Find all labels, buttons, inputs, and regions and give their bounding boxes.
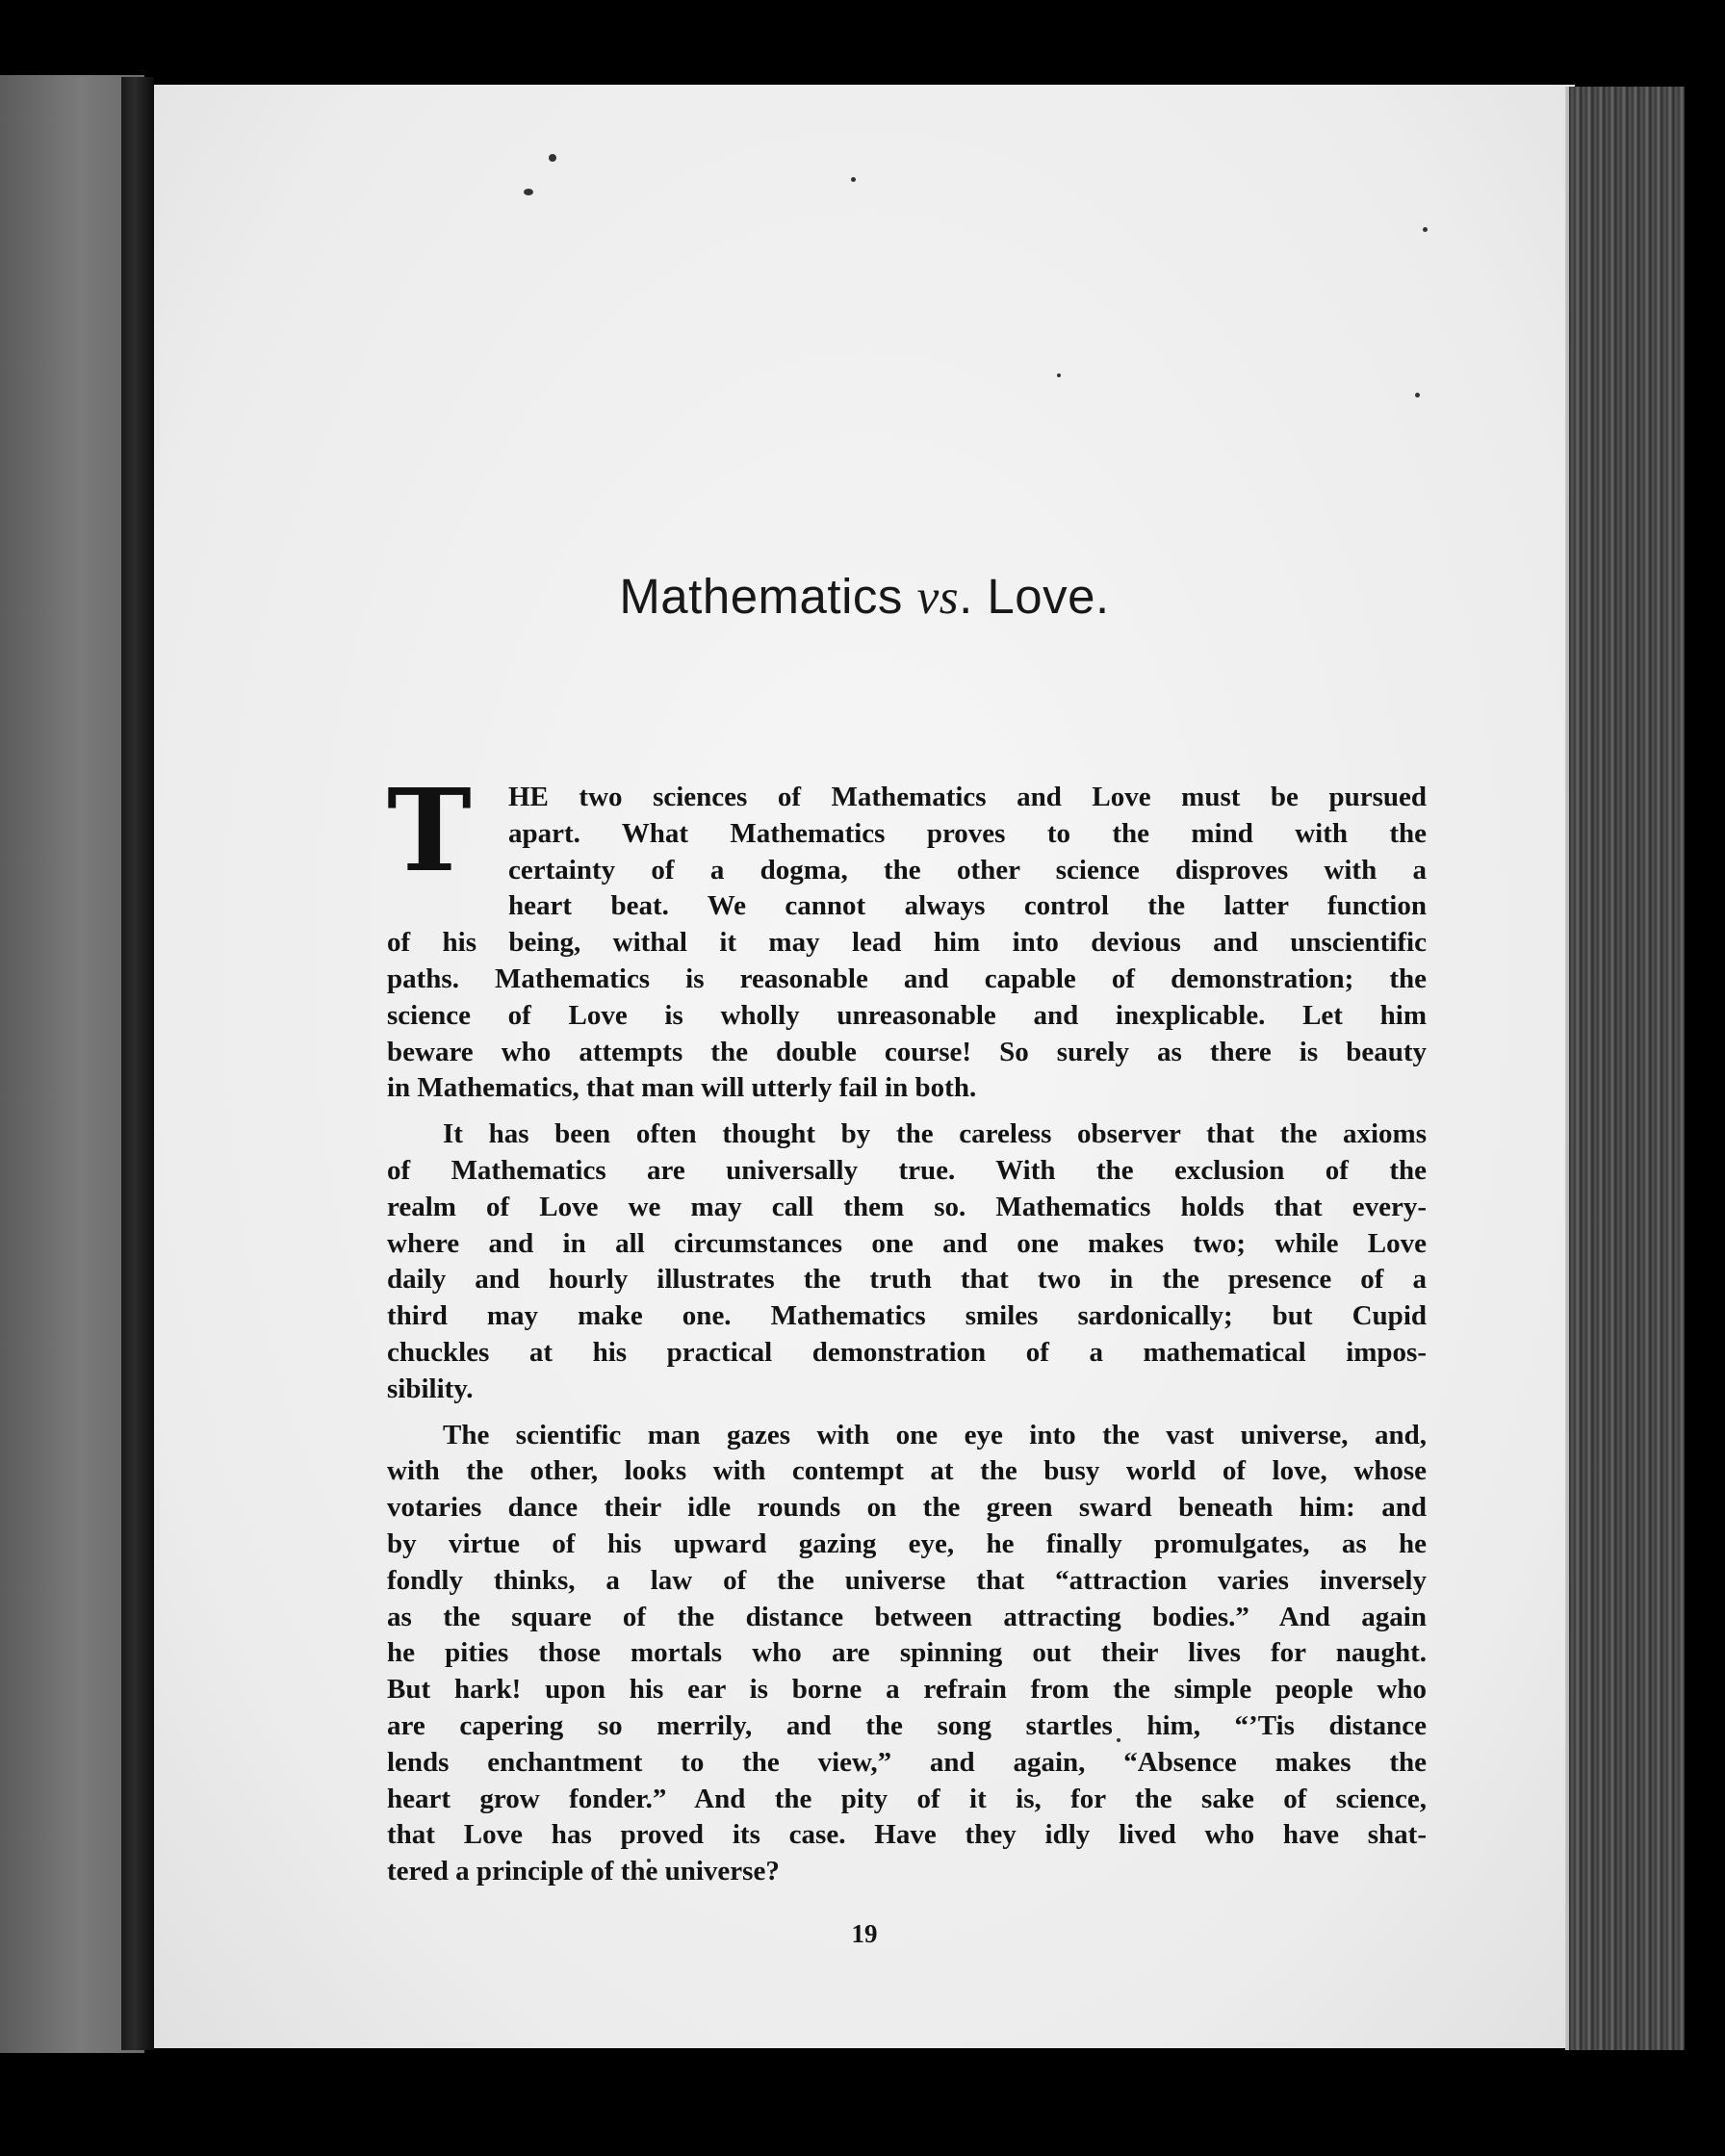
text-line: chuckles at his practical demonstration of a mathematical impos-: [387, 1336, 1427, 1368]
text-line: lends enchantment to the view,” and again, “Absence makes the: [387, 1746, 1427, 1778]
text-line: sibility.: [387, 1373, 474, 1404]
text-line: beware who attempts the double course! So surely as there is beauty: [387, 1036, 1427, 1067]
text-line: realm of Love we may call them so. Mathematics holds that every-: [387, 1191, 1427, 1222]
book-page: [154, 85, 1575, 2048]
text-line: daily and hourly illustrates the truth that two in the presence of a: [387, 1264, 1427, 1296]
text-line: by virtue of his upward gazing eye, he finally promulgates, as he: [387, 1527, 1427, 1559]
title-vs: vs: [916, 571, 960, 625]
title-rest: . Love.: [959, 569, 1110, 624]
page-speck: [1423, 227, 1428, 232]
text-line: of Mathematics are universally true. With the exclusion of the: [387, 1154, 1427, 1186]
text-line: that Love has proved its case. Have they idly lived who have shat-: [387, 1819, 1427, 1851]
page-speck: [549, 154, 556, 162]
text-line: paths. Mathematics is reasonable and capable of demonstration; the: [387, 962, 1427, 994]
text-line: The scientific man gazes with one eye into the vast universe, and,: [443, 1419, 1427, 1450]
page-speck: [851, 177, 856, 182]
page-speck: [1057, 373, 1061, 377]
text-line: he pities those mortals who are spinning out their lives for naught.: [387, 1637, 1427, 1669]
text-line: as the square of the distance between attracting bodies.” And again: [387, 1601, 1427, 1632]
text-line: votaries dance their idle rounds on the green sward beneath him: and: [387, 1492, 1427, 1524]
page-speck: [1415, 393, 1420, 398]
text-line: of his being, withal it may lead him into devious and unscientific: [387, 927, 1427, 959]
text-line: certainty of a dogma, the other science disproves with a: [508, 854, 1427, 886]
text-line: third may make one. Mathematics smiles sardonically; but Cupid: [387, 1300, 1427, 1332]
text-line: fondly thinks, a law of the universe that “attraction varies inversely: [387, 1564, 1427, 1596]
page-speck: [524, 189, 533, 195]
text-line: But hark! upon his ear is borne a refrain from the simple people who: [387, 1674, 1427, 1706]
text-line: heart grow fonder.” And the pity of it is, for the sake of science,: [387, 1783, 1427, 1814]
page-number: 19: [851, 1919, 878, 1948]
text-line: apart. What Mathematics proves to the mind with the: [508, 817, 1427, 849]
text-line: heart beat. We cannot always control the latter function: [508, 890, 1427, 922]
book-gutter: [121, 77, 154, 2050]
text-line: HE two sciences of Mathematics and Love must be pursued: [508, 782, 1427, 812]
drop-cap: T: [387, 763, 472, 897]
text-line: tered a principle of the universe?: [387, 1856, 780, 1887]
page-stack-edge: [1569, 87, 1685, 2050]
text-line: are capering so merrily, and the song startles him, “’Tis distance: [387, 1709, 1427, 1741]
body-text: [387, 763, 1427, 1890]
text-line: with the other, looks with contempt at the busy world of love, whose: [387, 1455, 1427, 1487]
page-title: [154, 568, 1575, 626]
title-main: Mathematics: [619, 569, 917, 624]
text-line: science of Love is wholly unreasonable and inexplicable. Let him: [387, 999, 1427, 1031]
text-line: It has been often thought by the careless observer that the axioms: [443, 1118, 1427, 1150]
text-line: in Mathematics, that man will utterly fail in both.: [387, 1072, 977, 1104]
text-line: where and in all circumstances one and one makes two; while Love: [387, 1227, 1427, 1259]
